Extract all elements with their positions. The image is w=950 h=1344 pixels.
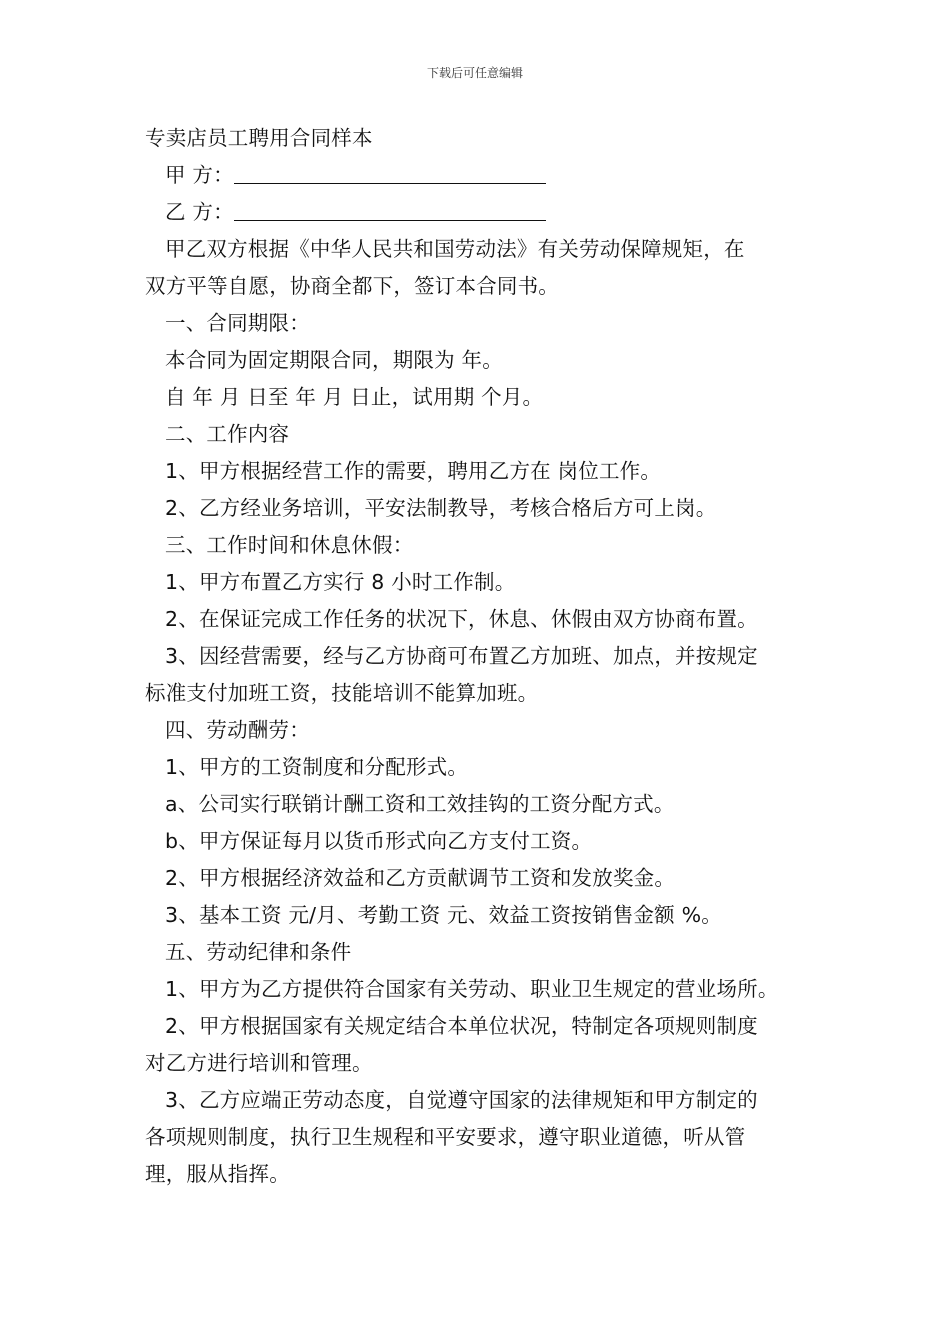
paragraph-line: a、公司实行联销计酬工资和工效挂钩的工资分配方式。 bbox=[165, 792, 675, 816]
paragraph-line: 1、甲方布置乙方实行 8 小时工作制。 bbox=[165, 570, 516, 594]
section-heading: 五、劳动纪律和条件 bbox=[165, 940, 352, 964]
intro-line: 甲乙双方根据《中华人民共和国劳动法》有关劳动保障规矩，在 bbox=[165, 237, 745, 261]
paragraph-line: 2、乙方经业务培训，平安法制教导，考核合格后方可上岗。 bbox=[165, 496, 717, 520]
paragraph-line: 对乙方进行培训和管理。 bbox=[145, 1051, 373, 1075]
page-header: 下载后可任意编辑 bbox=[426, 66, 523, 80]
paragraph-line: 1、甲方为乙方提供符合国家有关劳动、职业卫生规定的营业场所。 bbox=[165, 977, 779, 1001]
party-a-label: 甲 方： bbox=[165, 163, 234, 187]
paragraph-line: 2、甲方根据国家有关规定结合本单位状况，特制定各项规则制度 bbox=[165, 1014, 758, 1038]
paragraph-line: b、甲方保证每月以货币形式向乙方支付工资。 bbox=[165, 829, 593, 853]
party-a-line bbox=[145, 157, 813, 194]
contract-title: 专卖店员工聘用合同样本 bbox=[145, 126, 373, 150]
party-a-blank bbox=[234, 161, 546, 184]
section-heading: 四、劳动酬劳： bbox=[165, 718, 310, 742]
paragraph-line: 2、甲方根据经济效益和乙方贡献调节工资和发放奖金。 bbox=[165, 866, 676, 890]
paragraph-line: 3、基本工资 元/月、考勤工资 元、效益工资按销售金额 %。 bbox=[165, 903, 722, 927]
intro-line: 双方平等自愿，协商全都下，签订本合同书。 bbox=[145, 274, 559, 298]
paragraph-line: 本合同为固定期限合同，期限为 年。 bbox=[165, 348, 503, 372]
paragraph-line: 标准支付加班工资，技能培训不能算加班。 bbox=[145, 681, 539, 705]
section-heading: 二、工作内容 bbox=[165, 422, 290, 446]
paragraph-line: 3、乙方应端正劳动态度，自觉遵守国家的法律规矩和甲方制定的 bbox=[165, 1088, 758, 1112]
paragraph-line: 2、在保证完成工作任务的状况下，休息、休假由双方协商布置。 bbox=[165, 607, 758, 631]
section-heading: 一、合同期限： bbox=[165, 311, 310, 335]
paragraph-line: 1、甲方的工资制度和分配形式。 bbox=[165, 755, 469, 779]
party-b-blank bbox=[234, 198, 546, 221]
contract-body bbox=[145, 120, 813, 1193]
section-heading: 三、工作时间和休息休假： bbox=[165, 533, 414, 557]
party-b-label: 乙 方： bbox=[165, 200, 234, 224]
paragraph-line: 各项规则制度，执行卫生规程和平安要求，遵守职业道德，听从管 bbox=[145, 1125, 746, 1149]
paragraph-line: 1、甲方根据经营工作的需要，聘用乙方在 岗位工作。 bbox=[165, 459, 662, 483]
paragraph-line: 3、因经营需要，经与乙方协商可布置乙方加班、加点，并按规定 bbox=[165, 644, 758, 668]
paragraph-line: 理，服从指挥。 bbox=[145, 1162, 290, 1186]
party-b-line bbox=[145, 194, 813, 231]
paragraph-line: 自 年 月 日至 年 月 日止，试用期 个月。 bbox=[165, 385, 544, 409]
